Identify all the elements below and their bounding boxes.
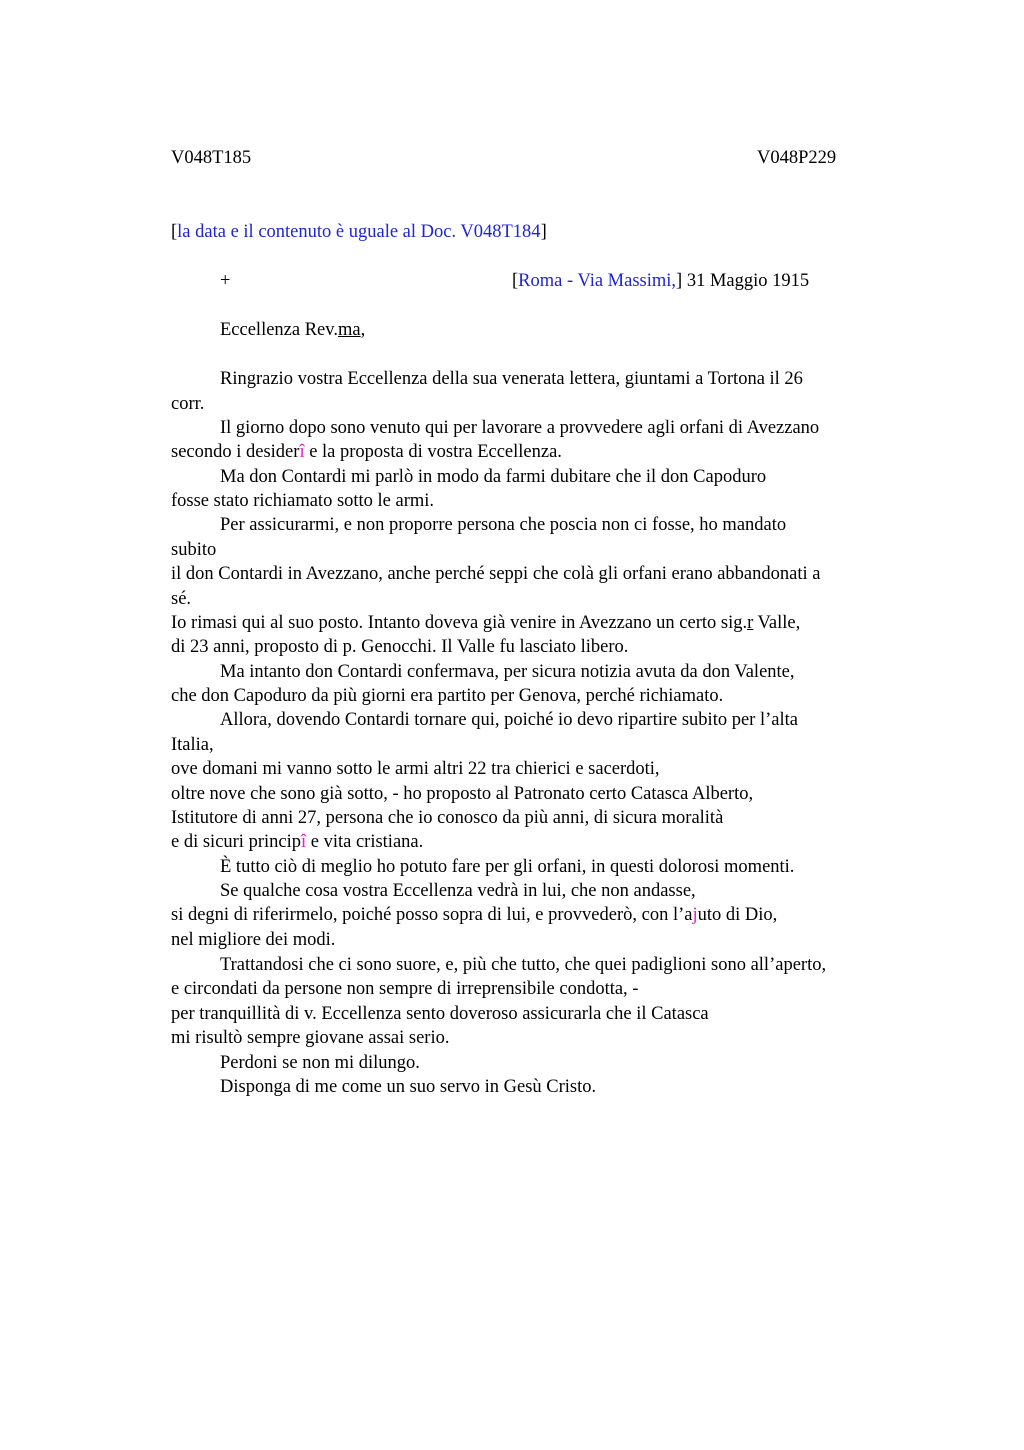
body-line: e circondati da persone non sempre di irreprensibile condotta, - <box>171 979 639 999</box>
body-line: Ringrazio vostra Eccellenza della sua venerata lettera, giuntami a Tortona il 26 <box>220 369 803 389</box>
body-line: e di sicuri principî e vita cristiana. <box>171 832 424 852</box>
place-text: Roma - Via Massimi, <box>518 271 677 291</box>
salutation-comma: , <box>360 320 366 340</box>
note-text: la data e il contenuto è uguale al Doc. V048T184 <box>177 222 541 242</box>
place-bracket-open: [ <box>512 271 519 291</box>
cross-symbol: + <box>220 271 231 291</box>
body-line: Io rimasi qui al suo posto. Intanto doveva già venire in Avezzano un certo sig.r Valle, <box>171 613 801 633</box>
body-line: subito <box>171 540 217 560</box>
body-line: Se qualche cosa vostra Eccellenza vedrà in lui, che non andasse, <box>220 881 696 901</box>
document-code-left: V048T185 <box>171 148 252 168</box>
salutation-text: Eccellenza Rev. <box>220 320 338 340</box>
salutation-abbreviation: ma <box>337 320 361 340</box>
body-line: secondo i desiderî e la proposta di vostra Eccellenza. <box>171 442 562 462</box>
body-line: per tranquillità di v. Eccellenza sento doveroso assicurarla che il Catasca <box>171 1004 709 1024</box>
body-line: Perdoni se non mi dilungo. <box>220 1053 420 1073</box>
body-line: corr. <box>171 394 205 414</box>
body-line: Per assicurarmi, e non proporre persona che poscia non ci fosse, ho mandato <box>220 515 787 535</box>
editorial-note <box>171 220 547 244</box>
body-line: Istitutore di anni 27, persona che io conosco da più anni, di sicura moralità <box>171 808 724 828</box>
salutation <box>220 318 365 342</box>
body-line: fosse stato richiamato sotto le armi. <box>171 491 435 511</box>
body-line: Italia, <box>171 735 214 755</box>
editorial-mark: î <box>299 442 305 462</box>
note-bracket-close: ] <box>540 222 547 242</box>
body-line: che don Capoduro da più giorni era partito per Genova, perché richiamato. <box>171 686 724 706</box>
body-line: È tutto ciò di meglio ho potuto fare per gli orfani, in questi dolorosi momenti. <box>220 857 795 877</box>
body-line: Trattandosi che ci sono suore, e, più che tutto, che quei padiglioni sono all’aperto, <box>220 955 827 975</box>
body-line: di 23 anni, proposto di p. Genocchi. Il Valle fu lasciato libero. <box>171 637 629 657</box>
abbreviation-superscript: r <box>747 613 754 633</box>
note-bracket-open: [ <box>171 222 178 242</box>
body-line: oltre nove che sono già sotto, - ho proposto al Patronato certo Catasca Alberto, <box>171 784 754 804</box>
letter-date: 31 Maggio 1915 <box>682 271 810 291</box>
document-code-right: V048P229 <box>757 148 837 168</box>
body-line: Disponga di me come un suo servo in Gesù Cristo. <box>220 1077 597 1097</box>
body-line: Il giorno dopo sono venuto qui per lavorare a provvedere agli orfani di Avezzano <box>220 418 820 438</box>
dateline <box>512 269 809 293</box>
editorial-mark: î <box>300 832 307 852</box>
body-line: sé. <box>171 589 192 609</box>
body-line: si degni di riferirmelo, poiché posso sopra di lui, e provvederò, con l’ajuto di Dio, <box>171 905 778 925</box>
body-line: Ma intanto don Contardi confermava, per sicura notizia avuta da don Valente, <box>220 662 795 682</box>
editorial-mark: j <box>692 905 698 925</box>
body-line: mi risultò sempre giovane assai serio. <box>171 1028 450 1048</box>
body-line: Allora, dovendo Contardi tornare qui, poiché io devo ripartire subito per l’alta <box>220 710 798 730</box>
body-line: ove domani mi vanno sotto le armi altri 22 tra chierici e sacerdoti, <box>171 759 660 779</box>
body-line: nel migliore dei modi. <box>171 930 336 950</box>
body-line: il don Contardi in Avezzano, anche perché seppi che colà gli orfani erano abbandonati a <box>171 564 821 584</box>
body-line: Ma don Contardi mi parlò in modo da farmi dubitare che il don Capoduro <box>220 467 767 487</box>
place-bracket-close: ] <box>676 271 683 291</box>
